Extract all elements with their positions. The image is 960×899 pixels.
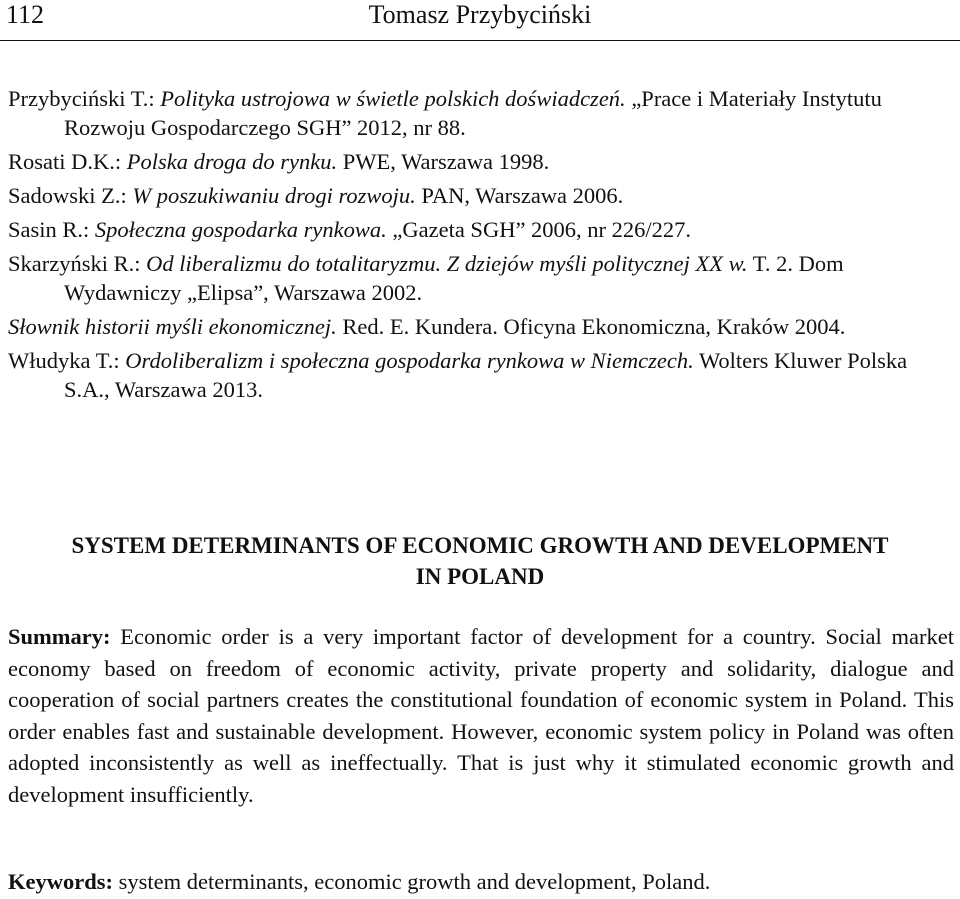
entry-title: Polska droga do rynku. [126,149,338,174]
entry-title: Społeczna gospodarka rynkowa. [94,217,387,242]
keywords-paragraph [8,867,954,897]
bibliography-entry [8,249,954,307]
abstract-title-line: SYSTEM DETERMINANTS OF ECONOMIC GROWTH AND DEVELOPMENT [71,533,889,558]
bibliography-entry [8,215,954,244]
entry-publication: Wolters Kluwer Polska S.A., Warszawa 2013. [64,348,908,402]
bibliography-entry [8,312,954,341]
abstract-title [0,530,960,592]
keywords-text: system determinants, economic growth and development, Poland. [113,869,711,894]
bibliography-entry [8,84,954,142]
entry-author: Skarzyński R.: [8,251,147,276]
entry-publication: PWE, Warszawa 1998. [337,149,550,174]
entry-publication: „Gazeta SGH” 2006, nr 226/227. [386,217,692,242]
bibliography-entry [8,181,954,210]
entry-author: Sasin R.: [8,217,95,242]
entry-author: Przybyciński T.: [8,86,161,111]
entry-author: Rosati D.K.: [8,149,127,174]
entry-title: W poszukiwaniu drogi rozwoju. [132,183,416,208]
entry-author: Sadowski Z.: [8,183,133,208]
summary-label: Summary: [8,624,111,649]
summary-text: Economic order is a very important factor of development for a country. Social market economy based on freedom of economic activity, private property and solidarity, dialogue and cooperation of social partners creates the constitutional foundation of economic system in Poland. This order enables fast and sustainable development. However, economic system policy in Poland was often adopted inconsistently as well as ineffectually. That is just why it stimulated economic growth and development insufficiently. [8,624,954,807]
bibliography-entry [8,346,954,404]
entry-title: Ordoliberalizm i społeczna gospodarka rynkowa w Niemczech. [125,348,694,373]
entry-title: Od liberalizmu do totalitaryzmu. Z dziejów myśli politycznej XX w. [146,251,748,276]
bibliography [8,84,954,409]
entry-title: Polityka ustrojowa w świetle polskich doświadczeń. [160,86,626,111]
bibliography-entry [8,147,954,176]
entry-author: Włudyka T.: [8,348,126,373]
entry-publication: Red. E. Kundera. Oficyna Ekonomiczna, Kraków 2004. [336,314,846,339]
summary-paragraph [8,621,954,811]
keywords-label: Keywords: [8,869,113,894]
running-header [0,0,960,41]
page-number: 112 [6,0,45,29]
abstract-title-line: IN POLAND [415,564,545,589]
entry-title: Słownik historii myśli ekonomicznej. [8,314,337,339]
entry-publication: „Prace i Materiały Instytutu Rozwoju Gospodarczego SGH” 2012, nr 88. [64,86,882,140]
header-author: Tomasz Przybyciński [368,0,592,29]
entry-publication: T. 2. Dom Wydawniczy „Elipsa”, Warszawa 2002. [64,251,844,305]
entry-publication: PAN, Warszawa 2006. [415,183,624,208]
